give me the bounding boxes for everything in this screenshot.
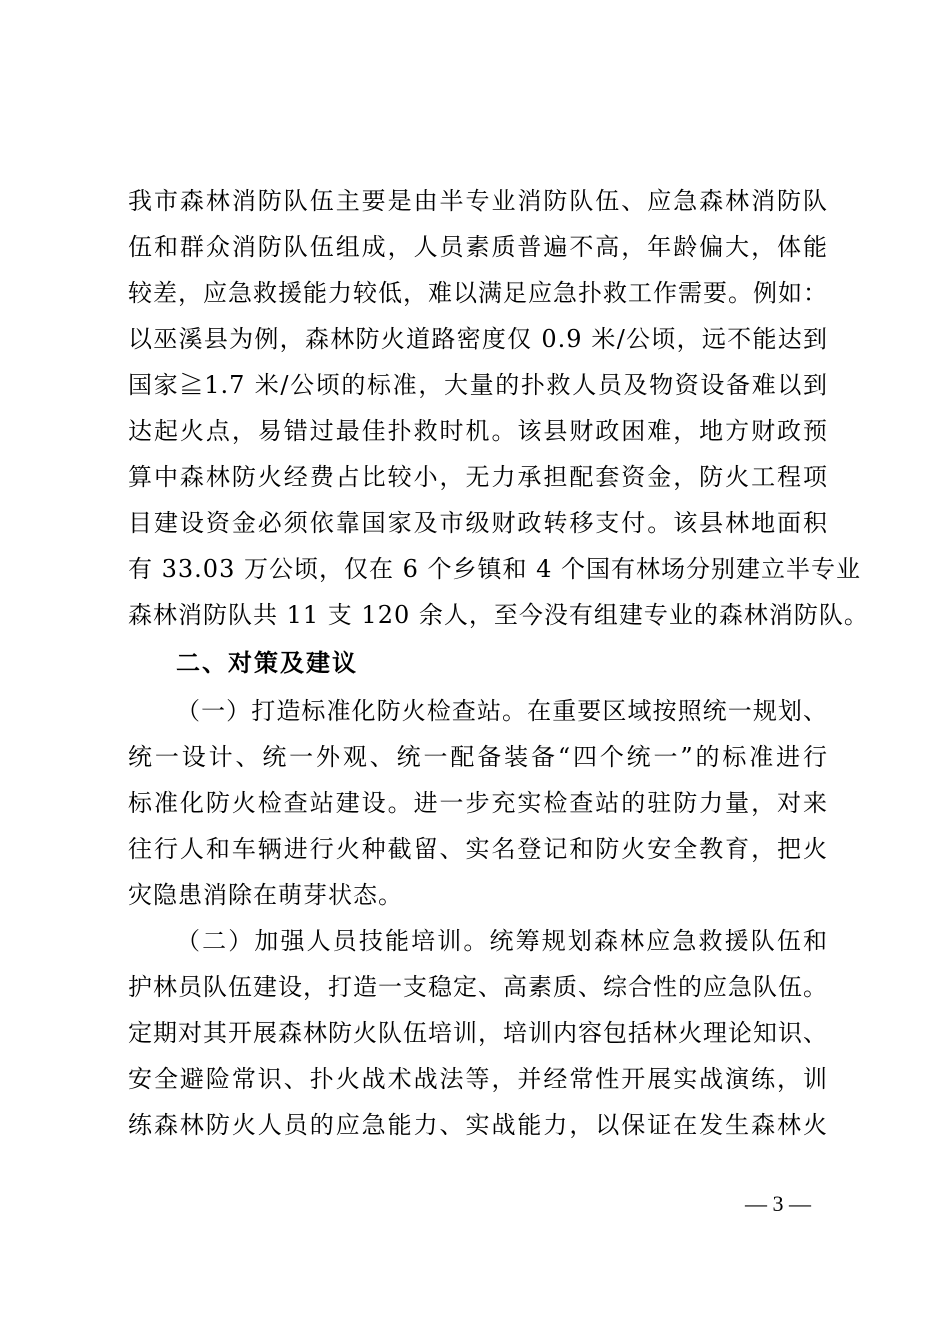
- paragraph-line: 护林员队伍建设，打造一支稳定、高素质、综合性的应急队伍。: [128, 973, 828, 1001]
- paragraph-line: 统一设计、统一外观、统一配备装备“四个统一”的标准进行: [128, 743, 828, 771]
- paragraph-line: 达起火点，易错过最佳扑救时机。该县财政困难，地方财政预: [128, 417, 828, 445]
- paragraph-line: （一）打造标准化防火检查站。在重要区域按照统一规划、: [176, 697, 828, 725]
- paragraph-line: 伍和群众消防队伍组成，人员素质普遍不高，年龄偏大，体能: [128, 233, 828, 261]
- paragraph-line: 森林消防队共 11 支 120 余人，至今没有组建专业的森林消防队。: [128, 601, 869, 629]
- page-number: — 3 —: [745, 1191, 811, 1216]
- paragraph-line: 有 33.03 万公顷，仅在 6 个乡镇和 4 个国有林场分别建立半专业: [128, 555, 862, 583]
- paragraph-line: 以巫溪县为例，森林防火道路密度仅 0.9 米/公顷，远不能达到: [128, 325, 828, 353]
- paragraph-line: 练森林防火人员的应急能力、实战能力，以保证在发生森林火: [128, 1111, 828, 1139]
- paragraph-line: 灾隐患消除在萌芽状态。: [128, 881, 403, 909]
- paragraph-line: 安全避险常识、扑火战术战法等，并经常性开展实战演练，训: [128, 1065, 828, 1093]
- paragraph-line: 目建设资金必须依靠国家及市级财政转移支付。该县林地面积: [128, 509, 828, 537]
- paragraph-line: 定期对其开展森林防火队伍培训，培训内容包括林火理论知识、: [128, 1019, 828, 1047]
- paragraph-line: 算中森林防火经费占比较小，无力承担配套资金，防火工程项: [128, 463, 828, 491]
- paragraph-line: 标准化防火检查站建设。进一步充实检查站的驻防力量，对来: [128, 789, 828, 817]
- paragraph-line: 国家≧1.7 米/公顷的标准，大量的扑救人员及物资设备难以到: [128, 371, 828, 399]
- paragraph-line: 较差，应急救援能力较低，难以满足应急扑救工作需要。例如：: [128, 279, 828, 307]
- paragraph-line: 往行人和车辆进行火种截留、实名登记和防火安全教育，把火: [128, 835, 828, 863]
- paragraph-line: 我市森林消防队伍主要是由半专业消防队伍、应急森林消防队: [128, 187, 828, 215]
- paragraph-line: （二）加强人员技能培训。统筹规划森林应急救援队伍和: [176, 927, 828, 955]
- section-heading: 二、对策及建议: [176, 649, 358, 677]
